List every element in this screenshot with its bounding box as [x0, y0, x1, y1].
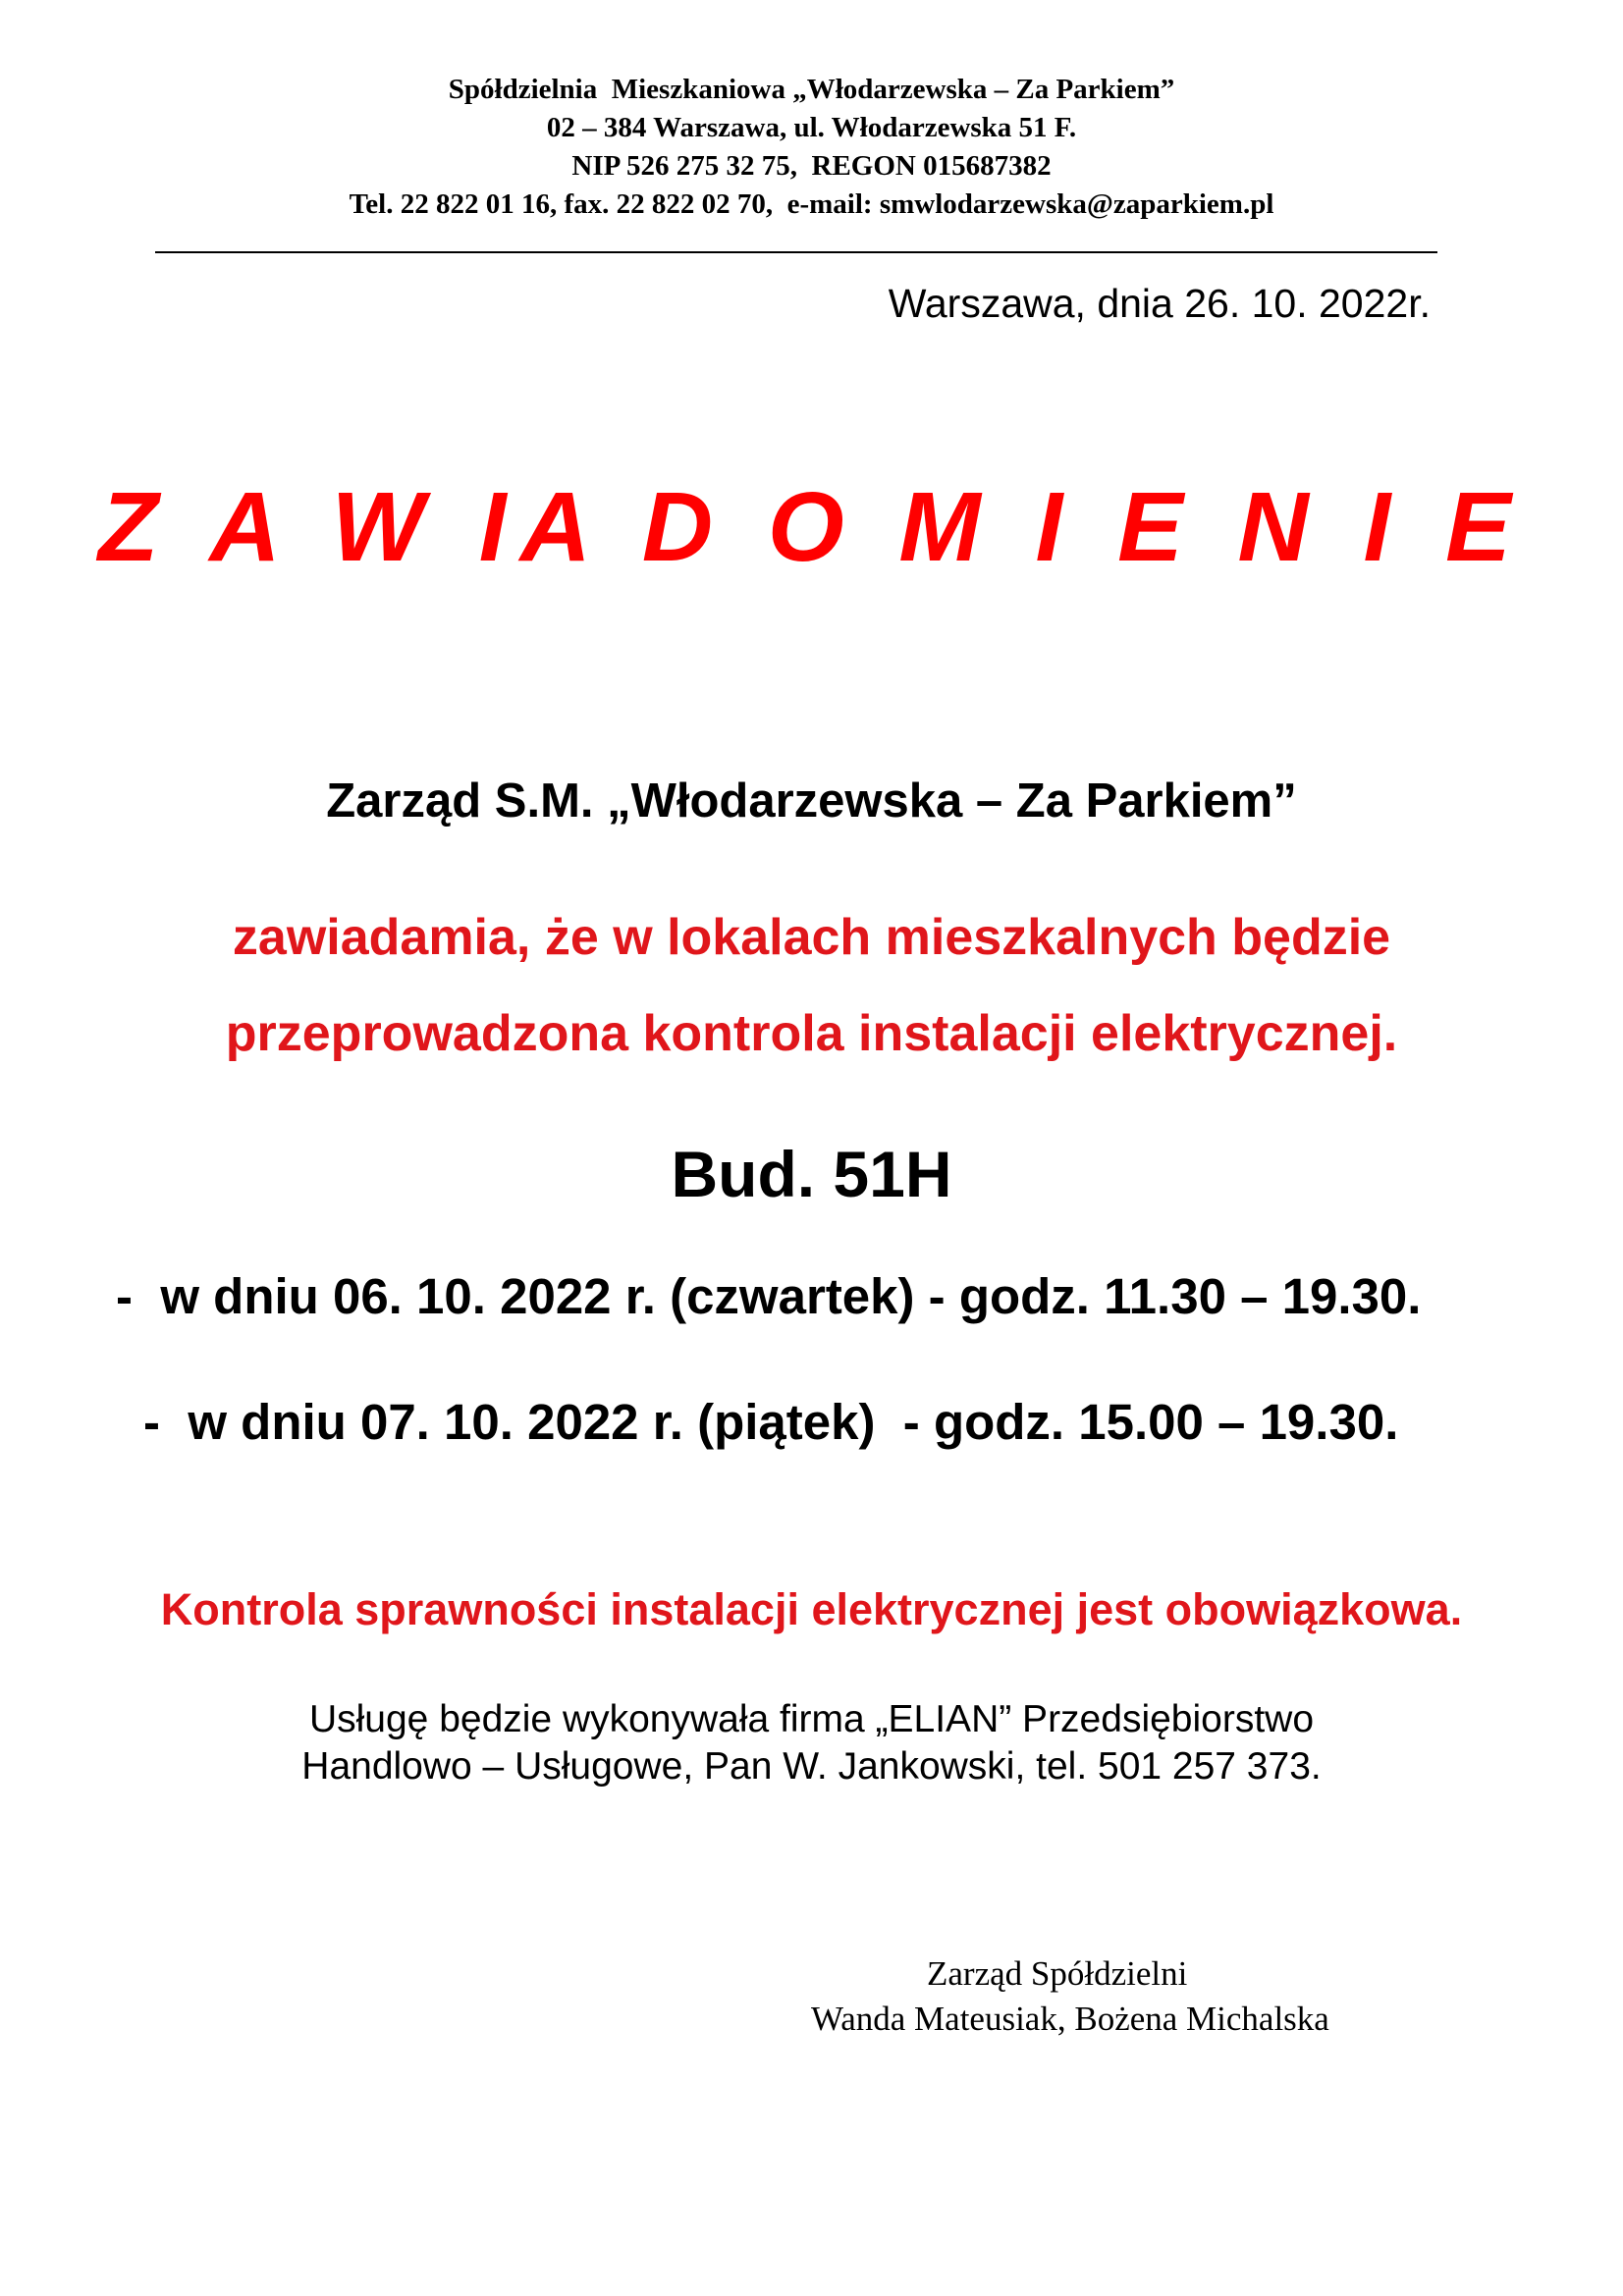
signature-names: Wanda Mateusiak, Bożena Michalska	[811, 2000, 1329, 2038]
schedule-item: - w dniu 07. 10. 2022 r. (piątek) - godz. 15.00 – 19.30.	[143, 1394, 1399, 1450]
letterhead-contact: Tel. 22 822 01 16, fax. 22 822 02 70, e-mail: smwlodarzewska@zaparkiem.pl	[349, 188, 1274, 220]
service-info	[0, 1696, 1623, 1790]
signature-title: Zarząd Spółdzielni	[927, 1954, 1188, 1993]
board-line: Zarząd S.M. „Włodarzewska – Za Parkiem”	[326, 774, 1297, 828]
document-title: Z A W IA D O M I E N I E	[98, 472, 1525, 582]
letterhead	[0, 71, 1623, 224]
letterhead-address: 02 – 384 Warszawa, ul. Włodarzewska 51 F.	[546, 112, 1077, 143]
letterhead-tax-ids: NIP 526 275 32 75, REGON 015687382	[571, 150, 1052, 182]
building-label: Bud. 51H	[671, 1138, 952, 1210]
service-line-2: Handlowo – Usługowe, Pan W. Jankowski, tel. 501 257 373.	[301, 1745, 1322, 1788]
notice-text	[0, 889, 1623, 1082]
notice-line-2: przeprowadzona kontrola instalacji elektrycznej.	[225, 1005, 1398, 1062]
document-date: Warszawa, dnia 26. 10. 2022r.	[888, 281, 1431, 326]
service-line-1: Usługę będzie wykonywała firma „ELIAN” Przedsiębiorstwo	[308, 1698, 1315, 1740]
schedule-item: - w dniu 06. 10. 2022 r. (czwartek) - godz. 11.30 – 19.30.	[116, 1268, 1422, 1324]
letterhead-name: Spółdzielnia Mieszkaniowa „Włodarzewska – Za Parkiem”	[448, 74, 1175, 105]
header-divider	[155, 251, 1437, 253]
mandatory-note: Kontrola sprawności instalacji elektrycznej jest obowiązkowa.	[160, 1584, 1463, 1634]
notice-line-1: zawiadamia, że w lokalach mieszkalnych będzie	[232, 909, 1391, 966]
signature-block	[811, 1951, 1400, 2042]
